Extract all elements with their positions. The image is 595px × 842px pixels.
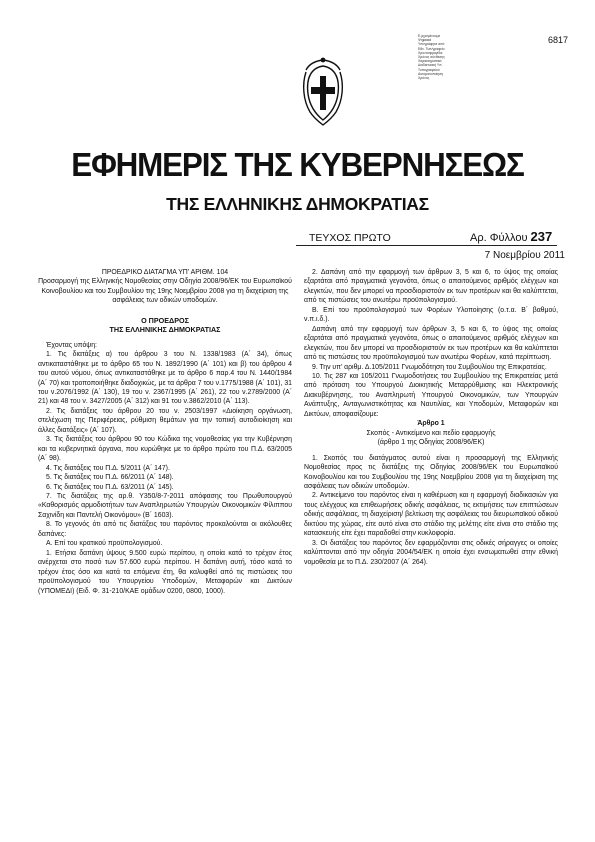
paragraph: Δαπάνη από την εφαρμογή των άρθρων 3, 5 και 6, το ύψος της οποίας εξαρτάται από πραγματικά γεγονότα, όπως ο απαιτούμενος αριθμός ελέγχων και ελεγκτών, που δεν μπορεί να προσδιοριστούν εκ των προτέρων και θα καλύπτεται από τις πιστώσεις του προϋπολογισμού των ανωτέρω Φορέων, κατά περίπτωση. xyxy=(304,325,558,362)
stamp-line: Εθν. Τυπ/γραφείο xyxy=(418,46,445,51)
issue-type: ΤΕΥΧΟΣ ΠΡΩΤΟ xyxy=(309,232,391,244)
stamp-line: Χρόνος σύνθεσης xyxy=(418,55,445,60)
article-title: Άρθρο 1 xyxy=(417,420,445,428)
decree-title: ΠΡΟΕΔΡΙΚΟ ΔΙΑΤΑΓΜΑ ΥΠ’ ΑΡΙΘΜ. 104 xyxy=(101,269,229,276)
stamp-line: Διαδικτυακή Υπ. xyxy=(418,63,443,68)
considering-text: Έχοντας υπόψη: xyxy=(46,341,97,349)
paragraph: Α. Επί του κρατικού προϋπολογισμού. xyxy=(46,540,163,548)
president-heading: ΤΗΣ ΕΛΛΗΝΙΚΗΣ ΔΗΜΟΚΡΑΤΙΑΣ xyxy=(109,325,221,335)
publication-date: 7 Νοεμβρίου 2011 xyxy=(484,250,565,261)
article-reference: (άρθρο 1 της Οδηγίας 2008/96/ΕΚ) xyxy=(377,439,485,447)
stamp-line: Χρονοσφραγίδα: xyxy=(418,50,444,55)
paragraph: 1. Ετήσια δαπάνη ύψους 9.500 ευρώ περίπου, η οποία κατά το τρέχον έτος ανέρχεται στο ποσό των 57.600 ευρώ περίπου. Η δαπάνη αυτή, τόσο κατά το τρέχον έτος όσο και κατά τα επόμενα έτη, θα καλυφθεί από τις πιστώσεις του προϋπολογισμού του Υπουργείου Υποδομών, Μεταφορών και Δικτύων (ΥΠΟΜΕΔΙ) (Ειδ. Φ. 31-210/ΚΑΕ ομάδων 0200, 0800, 1000). xyxy=(38,549,292,595)
stamp-line: Ε.ρχισμένουμε xyxy=(418,34,441,38)
paragraph: 2. Τις διατάξεις του άρθρου 20 του ν. 2503/1997 «Διοίκηση οργάνωση, στελέχωση της Περιφέρειας, ρύθμιση θεμάτων για την τοπική αυτοδιοίκηση και άλλες διατάξεις» (Α΄ 107). xyxy=(38,407,292,434)
sheet-number-block xyxy=(470,229,552,244)
page-number: 6817 xyxy=(547,35,568,45)
paragraph: 3. Τις διατάξεις του άρθρου 90 του Κώδικα της νομοθεσίας για την Κυβέρνηση και τα κυβερνητικά όργανα, που κυρώθηκε με το άρθρο πρώτο του Π.Δ. 63/2005 (Α΄ 98). xyxy=(38,436,292,463)
paragraph: 1. Σκοπός του διατάγματος αυτού είναι η προσαρμογή της Ελληνικής Νομοθεσίας προς τις διατάξεις της Οδηγίας 2008/96/ΕΚ του Ευρωπαϊκού Κοινοβουλίου και του Συμβουλίου της 19ης Νοεμβρίου 2008 για τη διαχείριση της ασφάλειας των οδικών υποδομών. xyxy=(304,454,558,490)
paragraph: Β. Επί του προϋπολογισμού των Φορέων Υλοποίησης (ο.τ.α. Β΄ βαθμού, ν.π.ι.δ.). xyxy=(304,306,558,324)
paragraph: 9. Την υπ’ αριθμ. Δ.105/2011 Γνωμοδότηση του Συμβουλίου της Επικρατείας. xyxy=(312,363,547,371)
stamp-line: Ψηφιακά xyxy=(418,38,432,43)
paragraph: 4. Τις διατάξεις του Π.Δ. 5/2011 (Α΄ 147). xyxy=(46,464,170,472)
sheet-number: 237 xyxy=(530,229,553,244)
paragraph: 1. Τις διατάξεις α) του άρθρου 3 του Ν. 1338/1983 (Α΄ 34), όπως αντικαταστάθηκε με το άρθρο 65 του Ν. 1892/1990 (Α΄ 101) και β) του άρθρου 4 του αυτού νόμου, όπως αντικαταστάθηκε με το άρθρο 6 παρ.4 του Ν. 1440/1984 (Α΄ 70) και τροποποιήθηκε διαδοχικώς, με τα άρθρα 7 του ν.1775/1988 (Α΄ 101), 31 του ν.2076/1992 (Α΄ 130), 19 του ν. 2367/1995 (Α΄ 261), 22 του ν.2789/2000 (Α΄ 21) και 48 του ν. 3427/2005 (Α΄ 312) και 91 του ν.3862/2010 (Α΄ 113). xyxy=(38,351,292,406)
gazette-subtitle: ΤΗΣ ΕΛΛΗΝΙΚΗΣ ΔΗΜΟΚΡΑΤΙΑΣ xyxy=(166,194,429,214)
president-heading: Ο ΠΡΟΕΔΡΟΣ xyxy=(141,315,189,325)
header-divider xyxy=(296,245,557,246)
greek-coat-of-arms-icon xyxy=(298,54,348,128)
paragraph: 2. Αντικείμενο του παρόντος είναι η καθιέρωση και η εφαρμογή διαδικασιών για τους ελέγχους και επιθεωρήσεις οδικής ασφάλειας, τις εκτιμήσεις των επιπτώσεων οδικής ασφάλειας, τη διαχείριση/ βελτίωση της ασφάλειας του διευρωπαϊκού οδικού δικτύου της χώρας, είτε αυτό είναι στο στάδιο της μελέτης είτε είναι στο στάδιο της κατασκευής είτε έχει παραδοθεί στην κυκλοφορία. xyxy=(304,492,558,538)
stamp-line: Χρόνος xyxy=(418,76,430,81)
paragraph: 8. Το γεγονός ότι από τις διατάξεις του παρόντος προκαλούνται οι ακόλουθες δαπάνες: xyxy=(38,521,292,538)
stamp-line: Υπογράφηκε από xyxy=(418,42,445,47)
gazette-title: ΕΦΗΜΕΡΙΣ ΤΗΣ ΚΥΒΕΡΝΗΣΕΩΣ xyxy=(71,146,524,183)
decree-subject: Προσαρμογή της Ελληνικής Νομοθεσίας στην Οδηγία 2008/96/ΕΚ του Ευρωπαϊκού Κοινοβουλίου και του Συμβουλίου της 19ης Νοεμβρίου 2008 για τη διαχείριση της ασφάλειας των οδικών υποδομών. xyxy=(38,278,292,305)
right-column xyxy=(304,268,558,567)
stamp-line: Τυπογραφείου xyxy=(418,67,440,72)
paragraph: 6. Τις διατάξεις του Π.Δ. 63/2011 (Α΄ 145). xyxy=(46,483,174,491)
digital-signature-stamp xyxy=(418,34,480,80)
sheet-label: Αρ. Φύλλου xyxy=(470,232,528,244)
paragraph: 3. Οι διατάξεις του παρόντος δεν εφαρμόζονται στις οδικές σήραγγες οι οποίες καλύπτονται από την οδηγία 2004/54/ΕΚ η οποία έχει ενσωματωθεί στην εθνική νομοθεσία με το Π.Δ. 230/2007 (Α΄ 264). xyxy=(304,539,558,566)
stamp-line: Χαρακτηριστικά xyxy=(418,59,442,64)
article-subtitle: Σκοπός - Αντικείμενο και πεδίο εφαρμογής xyxy=(366,429,496,437)
paragraph: 2. Δαπάνη από την εφαρμογή των άρθρων 3, 5 και 6, το ύψος της οποίας εξαρτάται από πραγματικά γεγονότα, όπως ο απαιτούμενος αριθμός ελέγχων και ελεγκτών, που δεν μπορεί να προσδιοριστούν εκ των προτέρων και θα καλύπτεται, από τις πιστώσεις του ανωτέρω προϋπολογισμού. xyxy=(304,269,558,305)
left-column xyxy=(38,268,292,596)
paragraph: 5. Τις διατάξεις του Π.Δ. 66/2011 (Α΄ 148). xyxy=(46,474,174,482)
paragraph: 7. Τις διατάξεις της αρ.θ. Υ350/8-7-2011 απόφασης του Πρωθυπουργού «Καθορισμός αρμοδιοτήτων των Αναπληρωτών Υπουργών Οικονομικών Φίλιππου Σαχινίδη και Παντελή Οικονόμου» (Β΄ 1603). xyxy=(38,492,292,519)
stamp-line: Αυτοματοποίηση xyxy=(418,71,444,76)
paragraph: 10. Τις 287 και 105/2011 Γνωμοδοτήσεις του Συμβουλίου της Επικρατείας μετά από πρόταση του Υπουργού Διοικητικής Μεταρρύθμισης και Ηλεκτρονικής Διακυβέρνησης, του Αναπληρωτή Υπουργού Οικονομικών, των Υπουργών Ανάπτυξης, Ανταγωνιστικότητας και Ναυτιλίας, και Υποδομών, Μεταφορών και Δικτύων, αποφασίζουμε: xyxy=(304,372,558,418)
